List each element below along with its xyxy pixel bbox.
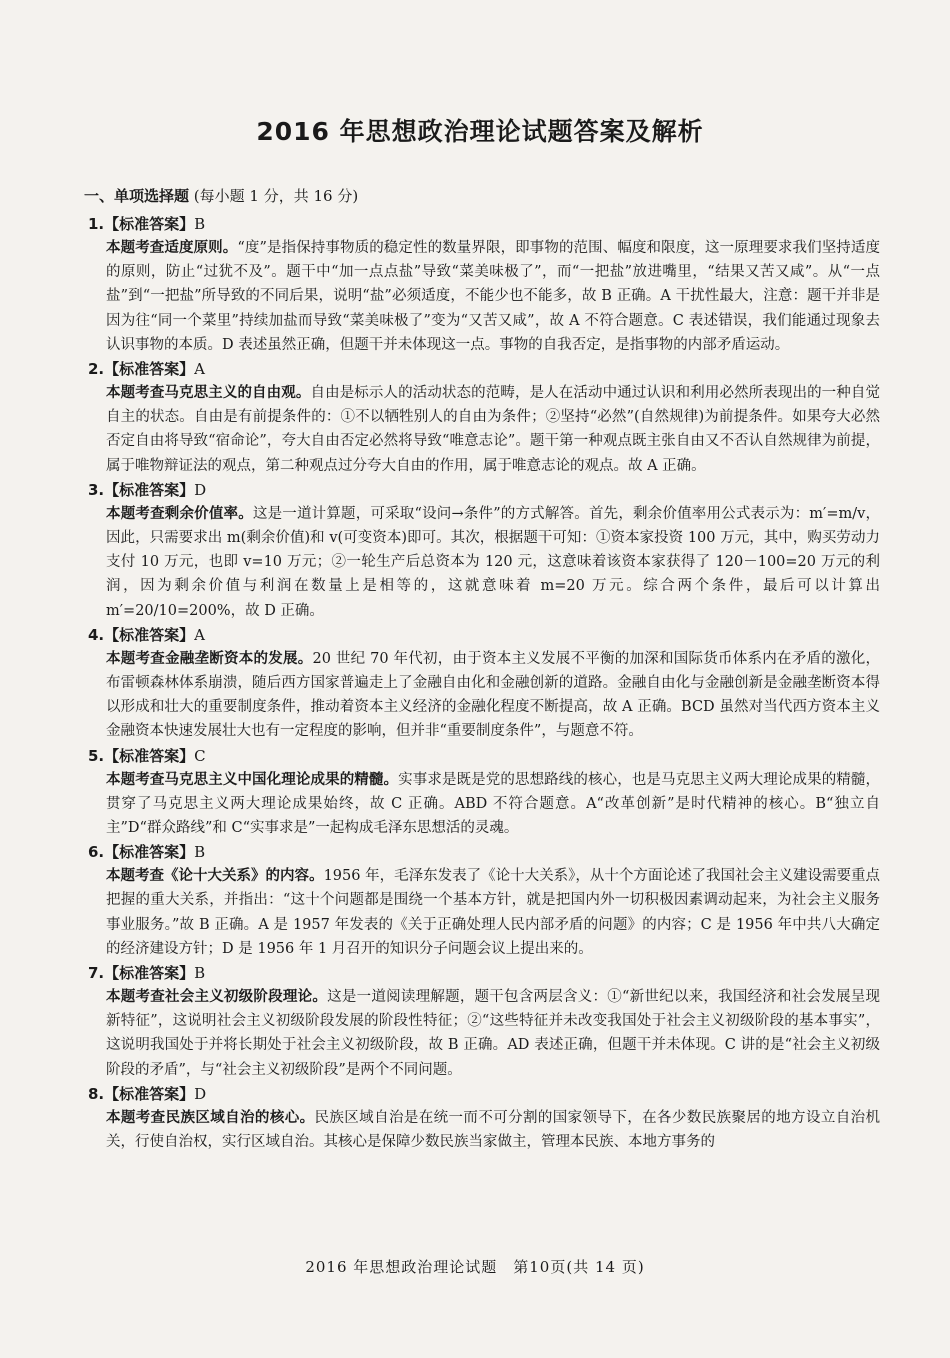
explanation-lead: 本题考查《论十大关系》的内容。 bbox=[106, 868, 324, 885]
explanation-text: 自由是标示人的活动状态的范畴，是人在活动中通过认识和利用必然所表现出的一种自觉自主的状态。自由是有前提条件的：①不以牺牲别人的自由为条件；②坚持“必然”(自然规律)为前提条件。如果夸大必然否定自由将导致“宿命论”，夸大自由否定必然将导致“唯意志论”。题干第一种观点既主张自由又不否认自然规律为前提，属于唯物辩证法的观点，第二种观点过分夸大自由的作用，属于唯意志论的观点。故 A 正确。 bbox=[106, 385, 881, 474]
answer-letter: B bbox=[194, 964, 206, 983]
explanation-paragraph bbox=[106, 985, 880, 1082]
question-number: 3. bbox=[88, 480, 105, 499]
question-item bbox=[80, 212, 880, 357]
explanation-lead: 本题考查适度原则。 bbox=[106, 240, 238, 256]
answer-line bbox=[80, 357, 880, 381]
section-title: 一、单项选择题 bbox=[84, 187, 190, 205]
answer-line bbox=[80, 840, 880, 864]
answer-label: 【标准答案】 bbox=[104, 1084, 195, 1103]
answer-line bbox=[80, 744, 880, 768]
question-number: 7. bbox=[88, 964, 105, 983]
explanation-paragraph bbox=[106, 1106, 880, 1154]
answer-line bbox=[80, 623, 880, 647]
question-item bbox=[80, 1082, 880, 1154]
explanation-text: 1956 年，毛泽东发表了《论十大关系》，从十个方面论述了我国社会主义建设需要重点把握的重大关系，并指出：“这十个问题都是围绕一个基本方针，就是把国内外一切积极因素调动起来，为社会主义服务事业服务。”故 B 正确。A 是 1957 年发表的《关于正确处理人民内部矛盾的问题》的内容；C 是 1956 年中共八大确定的经济建设方针；D 是 1956 年 1 月召开的知识分子问题会议上提出来的。 bbox=[106, 868, 881, 957]
answer-line bbox=[80, 961, 880, 985]
question-item bbox=[80, 744, 880, 841]
explanation-paragraph bbox=[106, 381, 880, 478]
answer-label: 【标准答案】 bbox=[104, 964, 195, 983]
answer-letter: A bbox=[194, 625, 205, 644]
answer-line bbox=[80, 212, 880, 236]
explanation-text: 这是一道阅读理解题，题干包含两层含义：①“新世纪以来，我国经济和社会发展呈现新特征”，这说明社会主义初级阶段发展的阶段性特征；②“这些特征并未改变我国处于社会主义初级阶段的基本事实”，这说明我国处于并将长期处于社会主义初级阶段，故 B 正确。AD 表述正确，但题干并未体现。C 讲的是“社会主义初级阶段的矛盾”，与“社会主义初级阶段”是两个不同问题。 bbox=[106, 989, 880, 1078]
explanation-lead: 本题考查剩余价值率。 bbox=[106, 505, 253, 522]
explanation-lead: 本题考查金融垄断资本的发展。 bbox=[106, 650, 313, 667]
answer-letter: D bbox=[194, 480, 207, 499]
question-item bbox=[80, 840, 880, 961]
question-number: 6. bbox=[88, 843, 105, 862]
section-heading bbox=[84, 184, 880, 208]
question-number: 8. bbox=[88, 1084, 105, 1103]
explanation-paragraph bbox=[106, 864, 880, 961]
answer-letter: B bbox=[194, 843, 206, 862]
explanation-text: 这是一道计算题，可采取“设问→条件”的方式解答。首先，剩余价值率用公式表示为：m′=m/v，因此，只需要求出 m(剩余价值)和 v(可变资本)即可。其次，根据题干可知：①资本家投资 100 万元，其中，购买劳动力支付 10 万元，也即 v=10 万元；②一轮生产后总资本为 120 元，这意味着该资本家获得了 120－100=20 万元的利润，因为剩余价值与利润在数量上是相等的，这就意味着 m=20 万元。综合两个条件，最后可以计算出 m′=20/10=200%，故 D 正确。 bbox=[106, 505, 880, 619]
explanation-text: 实事求是既是党的思想路线的核心，也是马克思主义两大理论成果的精髓，贯穿了马克思主义两大理论成果始终，故 C 正确。ABD 不符合题意。A“改革创新”是时代精神的核心。B“独立自主”D“群众路线”和 C“实事求是”一起构成毛泽东思想活的灵魂。 bbox=[106, 771, 881, 837]
question-number: 4. bbox=[88, 625, 105, 644]
question-list bbox=[80, 212, 880, 1154]
question-item bbox=[80, 961, 880, 1082]
answer-label: 【标准答案】 bbox=[104, 215, 195, 233]
answer-label: 【标准答案】 bbox=[104, 360, 195, 379]
explanation-lead: 本题考查马克思主义的自由观。 bbox=[106, 385, 311, 402]
question-item bbox=[80, 478, 880, 623]
answer-letter: C bbox=[194, 746, 206, 765]
explanation-paragraph bbox=[106, 647, 880, 744]
answer-label: 【标准答案】 bbox=[104, 746, 195, 765]
question-number: 5. bbox=[88, 746, 105, 765]
explanation-paragraph bbox=[106, 768, 880, 841]
question-item bbox=[80, 357, 880, 478]
explanation-lead: 本题考查社会主义初级阶段理论。 bbox=[106, 989, 328, 1006]
explanation-text: 民族区域自治是在统一而不可分割的国家领导下，在各少数民族聚居的地方设立自治机关，行使自治权，实行区域自治。其核心是保障少数民族当家做主，管理本民族、本地方事务的 bbox=[106, 1109, 881, 1151]
explanation-text: 20 世纪 70 年代初，由于资本主义发展不平衡的加深和国际货币体系内在矛盾的激化，布雷顿森林体系崩溃，随后西方国家普遍走上了金融自由化和金融创新的道路。金融自由化与金融创新是金融垄断资本得以形成和壮大的重要制度条件，推动着资本主义经济的金融化程度不断提高，故 A 正确。BCD 虽然对当代西方资本主义金融资本快速发展壮大也有一定程度的影响，但并非“重要制度条件”，与题意不符。 bbox=[106, 650, 881, 740]
answer-label: 【标准答案】 bbox=[104, 843, 195, 862]
question-number: 1. bbox=[88, 215, 105, 233]
explanation-paragraph bbox=[106, 502, 880, 623]
explanation-paragraph bbox=[106, 236, 880, 357]
section-note: (每小题 1 分，共 16 分) bbox=[193, 187, 359, 205]
page-title: 2016 年思想政治理论试题答案及解析 bbox=[256, 117, 704, 146]
explanation-text: “度”是指保持事物质的稳定性的数量界限，即事物的范围、幅度和限度，这一原理要求我们坚持适度的原则，防止“过犹不及”。题干中“加一点点盐”导致“菜美味极了”，而“一把盐”放进嘴里，“结果又苦又咸”。从“一点盐”到“一把盐”所导致的不同后果，说明“盐”必须适度，不能少也不能多，故 B 正确。A 干扰性最大，注意：题干并非是因为往“同一个菜里”持续加盐而导致“菜美味极了”变为“又苦又咸”，故 A 不符合题意。C 表述错误，我们能通过现象去认识事物的本质。D 表述虽然正确，但题干并未体现这一点。事物的自我否定，是指事物的内部矛盾运动。 bbox=[106, 240, 881, 353]
explanation-lead: 本题考查民族区域自治的核心。 bbox=[106, 1109, 315, 1126]
answer-line bbox=[80, 478, 880, 502]
answer-letter: A bbox=[194, 360, 205, 379]
answer-label: 【标准答案】 bbox=[104, 480, 195, 499]
answer-label: 【标准答案】 bbox=[104, 625, 195, 644]
question-number: 2. bbox=[88, 360, 105, 379]
answer-letter: B bbox=[194, 215, 206, 233]
page-footer: 2016 年思想政治理论试题 第10页(共 14 页) bbox=[305, 1258, 645, 1276]
answer-line bbox=[80, 1082, 880, 1106]
answer-letter: D bbox=[194, 1084, 207, 1103]
question-item bbox=[80, 623, 880, 744]
explanation-lead: 本题考查马克思主义中国化理论成果的精髓。 bbox=[106, 771, 399, 788]
